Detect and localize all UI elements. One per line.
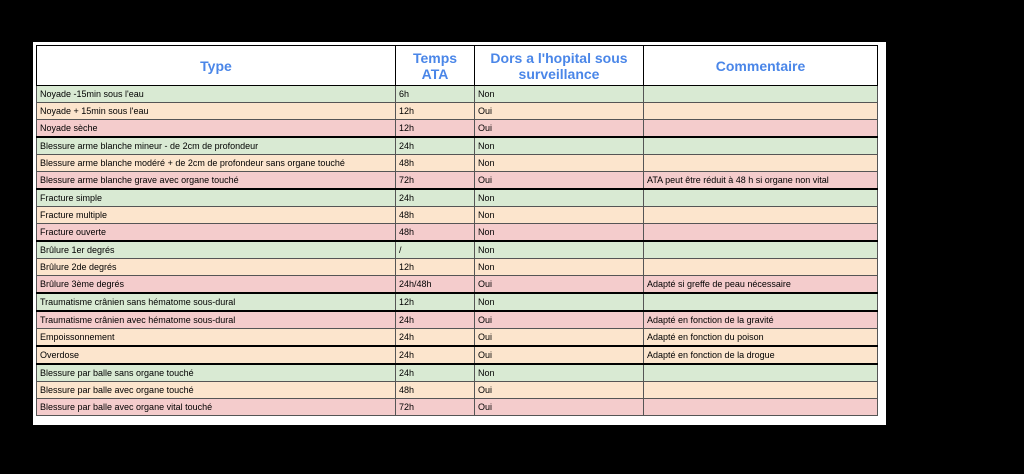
cell-dors[interactable]: Oui bbox=[475, 399, 644, 416]
cell-temps[interactable]: 24h bbox=[396, 364, 475, 382]
cell-type[interactable]: Fracture multiple bbox=[37, 207, 396, 224]
table-row bbox=[37, 329, 878, 347]
table-row bbox=[37, 346, 878, 364]
table-row bbox=[37, 207, 878, 224]
cell-dors[interactable]: Oui bbox=[475, 329, 644, 347]
table-row bbox=[37, 276, 878, 294]
cell-temps[interactable]: 24h bbox=[396, 311, 475, 329]
header-dors-hopital[interactable]: Dors a l'hopital sous surveillance bbox=[475, 46, 644, 86]
cell-temps[interactable]: 72h bbox=[396, 172, 475, 190]
cell-commentaire[interactable] bbox=[644, 103, 878, 120]
table-row bbox=[37, 224, 878, 242]
cell-dors[interactable]: Non bbox=[475, 224, 644, 242]
cell-dors[interactable]: Non bbox=[475, 207, 644, 224]
cell-dors[interactable]: Non bbox=[475, 293, 644, 311]
cell-commentaire[interactable] bbox=[644, 86, 878, 103]
cell-commentaire[interactable] bbox=[644, 155, 878, 172]
cell-type[interactable]: Traumatisme crânien avec hématome sous-dural bbox=[37, 311, 396, 329]
table-body bbox=[37, 86, 878, 416]
table-row bbox=[37, 172, 878, 190]
cell-type[interactable]: Empoissonnement bbox=[37, 329, 396, 347]
cell-dors[interactable]: Oui bbox=[475, 346, 644, 364]
header-row bbox=[37, 46, 878, 86]
cell-commentaire[interactable] bbox=[644, 241, 878, 259]
cell-dors[interactable]: Non bbox=[475, 86, 644, 103]
cell-type[interactable]: Overdose bbox=[37, 346, 396, 364]
cell-dors[interactable]: Non bbox=[475, 259, 644, 276]
cell-dors[interactable]: Oui bbox=[475, 276, 644, 294]
header-commentaire[interactable]: Commentaire bbox=[644, 46, 878, 86]
cell-type[interactable]: Noyade -15min sous l'eau bbox=[37, 86, 396, 103]
cell-commentaire[interactable]: ATA peut être réduit à 48 h si organe non vital bbox=[644, 172, 878, 190]
cell-temps[interactable]: 72h bbox=[396, 399, 475, 416]
cell-commentaire[interactable] bbox=[644, 137, 878, 155]
table-row bbox=[37, 241, 878, 259]
cell-temps[interactable]: 48h bbox=[396, 155, 475, 172]
cell-type[interactable]: Brûlure 3ème degrés bbox=[37, 276, 396, 294]
table-row bbox=[37, 364, 878, 382]
cell-temps[interactable]: 12h bbox=[396, 259, 475, 276]
cell-dors[interactable]: Oui bbox=[475, 172, 644, 190]
cell-commentaire[interactable] bbox=[644, 399, 878, 416]
cell-temps[interactable]: 24h/48h bbox=[396, 276, 475, 294]
cell-type[interactable]: Fracture simple bbox=[37, 189, 396, 207]
cell-type[interactable]: Traumatisme crânien sans hématome sous-dural bbox=[37, 293, 396, 311]
cell-commentaire[interactable] bbox=[644, 293, 878, 311]
cell-commentaire[interactable] bbox=[644, 224, 878, 242]
cell-commentaire[interactable]: Adapté en fonction de la drogue bbox=[644, 346, 878, 364]
table-row bbox=[37, 382, 878, 399]
cell-commentaire[interactable]: Adapté si greffe de peau nécessaire bbox=[644, 276, 878, 294]
cell-dors[interactable]: Oui bbox=[475, 382, 644, 399]
cell-commentaire[interactable] bbox=[644, 120, 878, 138]
cell-temps[interactable]: 24h bbox=[396, 346, 475, 364]
cell-dors[interactable]: Non bbox=[475, 241, 644, 259]
cell-commentaire[interactable]: Adapté en fonction de la gravité bbox=[644, 311, 878, 329]
table-row bbox=[37, 311, 878, 329]
cell-dors[interactable]: Non bbox=[475, 155, 644, 172]
ata-table bbox=[36, 45, 878, 416]
cell-dors[interactable]: Oui bbox=[475, 103, 644, 120]
header-temps-ata[interactable]: Temps ATA bbox=[396, 46, 475, 86]
table-row bbox=[37, 399, 878, 416]
cell-temps[interactable]: 12h bbox=[396, 103, 475, 120]
cell-dors[interactable]: Non bbox=[475, 137, 644, 155]
cell-commentaire[interactable] bbox=[644, 259, 878, 276]
cell-commentaire[interactable] bbox=[644, 364, 878, 382]
cell-type[interactable]: Blessure arme blanche mineur - de 2cm de profondeur bbox=[37, 137, 396, 155]
cell-temps[interactable]: 48h bbox=[396, 382, 475, 399]
cell-temps[interactable]: 24h bbox=[396, 189, 475, 207]
cell-commentaire[interactable] bbox=[644, 382, 878, 399]
cell-commentaire[interactable] bbox=[644, 207, 878, 224]
cell-dors[interactable]: Oui bbox=[475, 311, 644, 329]
spreadsheet-sheet bbox=[33, 42, 886, 425]
cell-dors[interactable]: Non bbox=[475, 189, 644, 207]
cell-temps[interactable]: / bbox=[396, 241, 475, 259]
cell-temps[interactable]: 48h bbox=[396, 224, 475, 242]
cell-type[interactable]: Brûlure 1er degrés bbox=[37, 241, 396, 259]
cell-temps[interactable]: 12h bbox=[396, 293, 475, 311]
cell-dors[interactable]: Oui bbox=[475, 120, 644, 138]
cell-type[interactable]: Brûlure 2de degrés bbox=[37, 259, 396, 276]
cell-type[interactable]: Blessure par balle sans organe touché bbox=[37, 364, 396, 382]
table-row bbox=[37, 293, 878, 311]
table-row bbox=[37, 86, 878, 103]
cell-temps[interactable]: 6h bbox=[396, 86, 475, 103]
cell-type[interactable]: Blessure arme blanche modéré + de 2cm de profondeur sans organe touché bbox=[37, 155, 396, 172]
table-row bbox=[37, 103, 878, 120]
table-row bbox=[37, 259, 878, 276]
cell-commentaire[interactable] bbox=[644, 189, 878, 207]
cell-type[interactable]: Blessure arme blanche grave avec organe touché bbox=[37, 172, 396, 190]
cell-type[interactable]: Blessure par balle avec organe touché bbox=[37, 382, 396, 399]
cell-temps[interactable]: 24h bbox=[396, 137, 475, 155]
table-row bbox=[37, 155, 878, 172]
cell-temps[interactable]: 24h bbox=[396, 329, 475, 347]
cell-commentaire[interactable]: Adapté en fonction du poison bbox=[644, 329, 878, 347]
cell-type[interactable]: Noyade sèche bbox=[37, 120, 396, 138]
cell-type[interactable]: Blessure par balle avec organe vital touché bbox=[37, 399, 396, 416]
cell-type[interactable]: Fracture ouverte bbox=[37, 224, 396, 242]
cell-type[interactable]: Noyade + 15min sous l'eau bbox=[37, 103, 396, 120]
cell-temps[interactable]: 48h bbox=[396, 207, 475, 224]
header-type[interactable]: Type bbox=[37, 46, 396, 86]
cell-temps[interactable]: 12h bbox=[396, 120, 475, 138]
table-row bbox=[37, 120, 878, 138]
table-row bbox=[37, 137, 878, 155]
table-row bbox=[37, 189, 878, 207]
cell-dors[interactable]: Non bbox=[475, 364, 644, 382]
